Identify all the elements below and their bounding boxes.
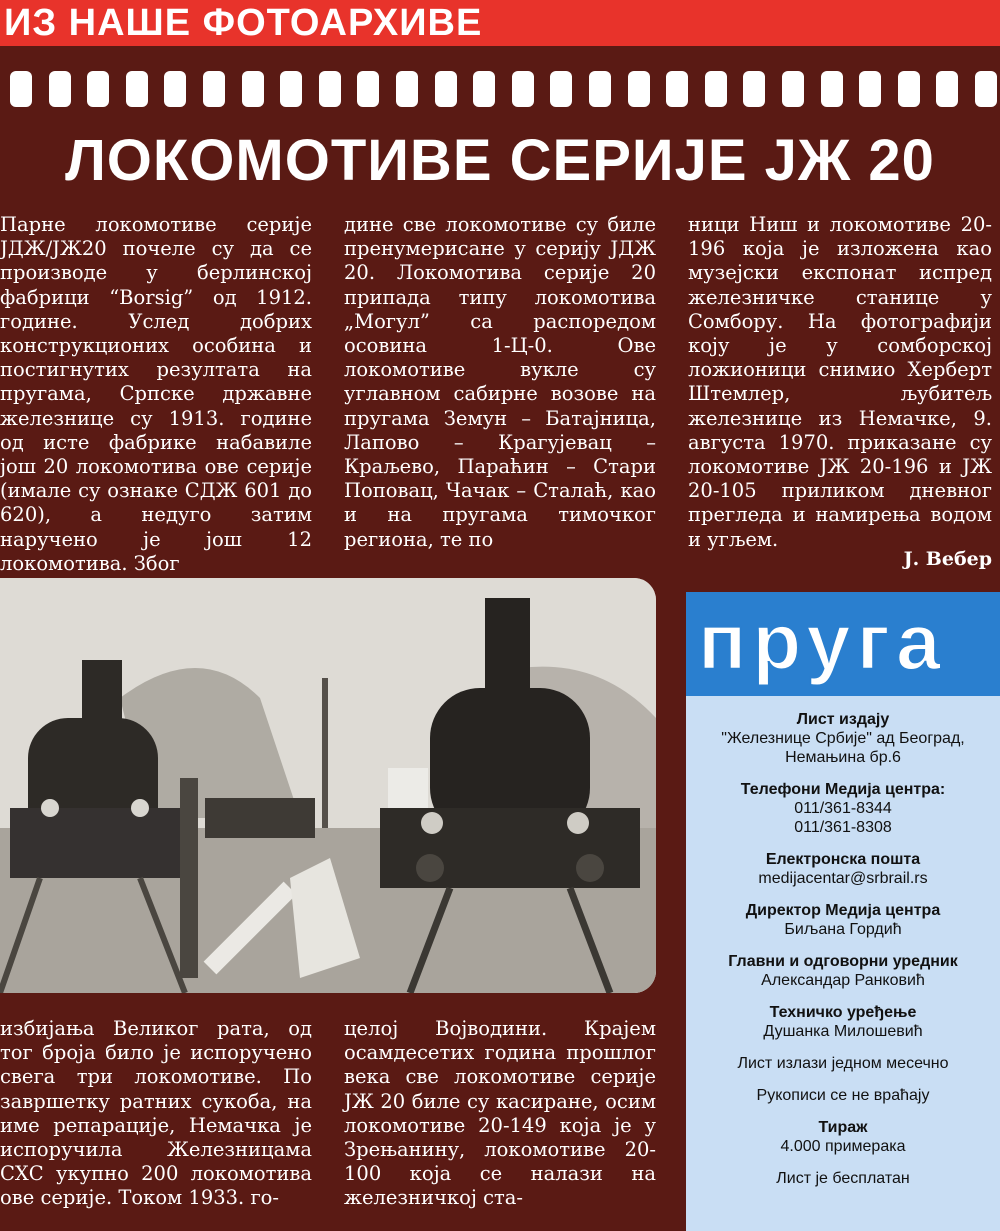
circulation-label: Тираж	[818, 1119, 868, 1136]
tech-label: Техничко уређење	[769, 1004, 917, 1021]
section-title: ИЗ НАШЕ ФОТОАРХИВЕ	[4, 2, 483, 44]
address: Немањина бр.6	[785, 749, 901, 766]
circulation: 4.000 примерака	[780, 1138, 906, 1155]
imprint-text	[686, 710, 1000, 1201]
article-column-2	[344, 213, 656, 552]
film-perforation	[898, 71, 920, 107]
film-perforation	[628, 71, 650, 107]
publisher: "Железнице Србије" ад Београд,	[721, 730, 965, 747]
film-perforation	[473, 71, 495, 107]
film-perforation	[126, 71, 148, 107]
film-perforation	[49, 71, 71, 107]
imprint-box	[686, 592, 1000, 1231]
publisher-label: Лист издају	[796, 711, 890, 728]
article-text: избијања Великог рата, од тог броја било је испоручено свега три локомотиве. По завршетку ратних сукоба, на име репарације, Немачка је испоручила Железницама СХС укупно 200 локомотива ове серије. Током 1933. го-	[0, 1017, 312, 1210]
film-perforation	[743, 71, 765, 107]
film-perforation	[550, 71, 572, 107]
article-text: дине све локомотиве су биле пренумерисане у серију ЈДЖ 20. Локомотива серије 20 припада типу локомотива „Могул” са распоредом осовина 1-Ц-0. Ове локомотиве вукле су углавном сабирне возове на пругама Земун – Батајница, Лапово – Крагујевац – Краљево, Параћин – Стари Поповац, Чачак – Сталаћ, као и на пругама тимочког региона, те по	[344, 213, 656, 551]
email-label: Електронска пошта	[765, 851, 921, 868]
phone-1: 011/361-8344	[794, 800, 892, 817]
article-column-3	[688, 213, 992, 552]
film-perforation	[280, 71, 302, 107]
pruga-logo	[686, 592, 1000, 696]
article-column-1	[0, 213, 312, 576]
article-text: целој Војводини. Крајем осамдесетих година прошлог века све локомотиве серије ЈЖ 20 биле су касиране, осим локомотиве 20-149 која је у Зрењанину, локомотиве 20-100 која се налази на железничкој ста-	[344, 1017, 656, 1210]
section-banner	[0, 0, 1000, 46]
phone-2: 011/361-8308	[794, 819, 892, 836]
film-perforation	[87, 71, 109, 107]
frequency: Лист излази једном месечно	[737, 1055, 949, 1072]
film-perforation	[203, 71, 225, 107]
headline: ЛОКОМОТИВЕ СЕРИЈЕ ЈЖ 20	[65, 128, 935, 193]
film-strip	[0, 46, 1000, 126]
article-column-2-continued	[344, 1017, 656, 1211]
author-signature: Ј. Вебер	[903, 548, 992, 570]
free-note: Лист је бесплатан	[776, 1170, 910, 1187]
film-perforation	[782, 71, 804, 107]
film-perforation	[435, 71, 457, 107]
film-perforation	[821, 71, 843, 107]
film-perforation	[666, 71, 688, 107]
film-perforation	[936, 71, 958, 107]
film-perforation	[512, 71, 534, 107]
director-label: Директор Медија центра	[745, 902, 941, 919]
phones-label: Телефони Медија центра:	[740, 781, 946, 798]
film-perforation	[859, 71, 881, 107]
article-column-1-continued	[0, 1017, 312, 1211]
film-perforation	[164, 71, 186, 107]
film-perforation	[10, 71, 32, 107]
manuscripts: Рукописи се не враћају	[756, 1087, 930, 1104]
editor: Александар Ранковић	[761, 972, 925, 989]
film-perforation	[589, 71, 611, 107]
article-text: ници Ниш и локомотиве 20-196 која је изложена као музејски експонат испред железничке станице у Сомбору. На фотографији коју је у сомборској ложионици снимио Херберт Штемлер, љубитељ железнице из Немачке, 9. августа 1970. приказане су локомотиве ЈЖ 20-196 и ЈЖ 20-105 приликом дневног прегледа и намирења водом и угљем.	[688, 213, 992, 551]
film-perforation	[242, 71, 264, 107]
film-perforation	[705, 71, 727, 107]
email: medijacentar@srbrail.rs	[758, 870, 928, 887]
article-text: Парне локомотиве серије ЈДЖ/ЈЖ20 почеле су да се производе у берлинској фабрици “Borsig” од 1912. године. Услед добрих конструкционих особина и постигнутих резултата на пругама, Српске државне железнице су 1913. године од исте фабрике набавиле још 20 локомотива ове серије (имале су ознаке СДЖ 601 до 620), а недуго затим наручено је још 12 локомотива. Због	[0, 213, 312, 575]
logo-text: пруга	[698, 597, 947, 686]
film-perforation	[975, 71, 997, 107]
director: Биљана Гордић	[784, 921, 902, 938]
tech: Душанка Милошевић	[763, 1023, 923, 1040]
film-perforation	[396, 71, 418, 107]
film-perforation	[357, 71, 379, 107]
editor-label: Главни и одговорни уредник	[728, 953, 958, 970]
film-perforation	[319, 71, 341, 107]
locomotives-photo	[0, 578, 656, 993]
